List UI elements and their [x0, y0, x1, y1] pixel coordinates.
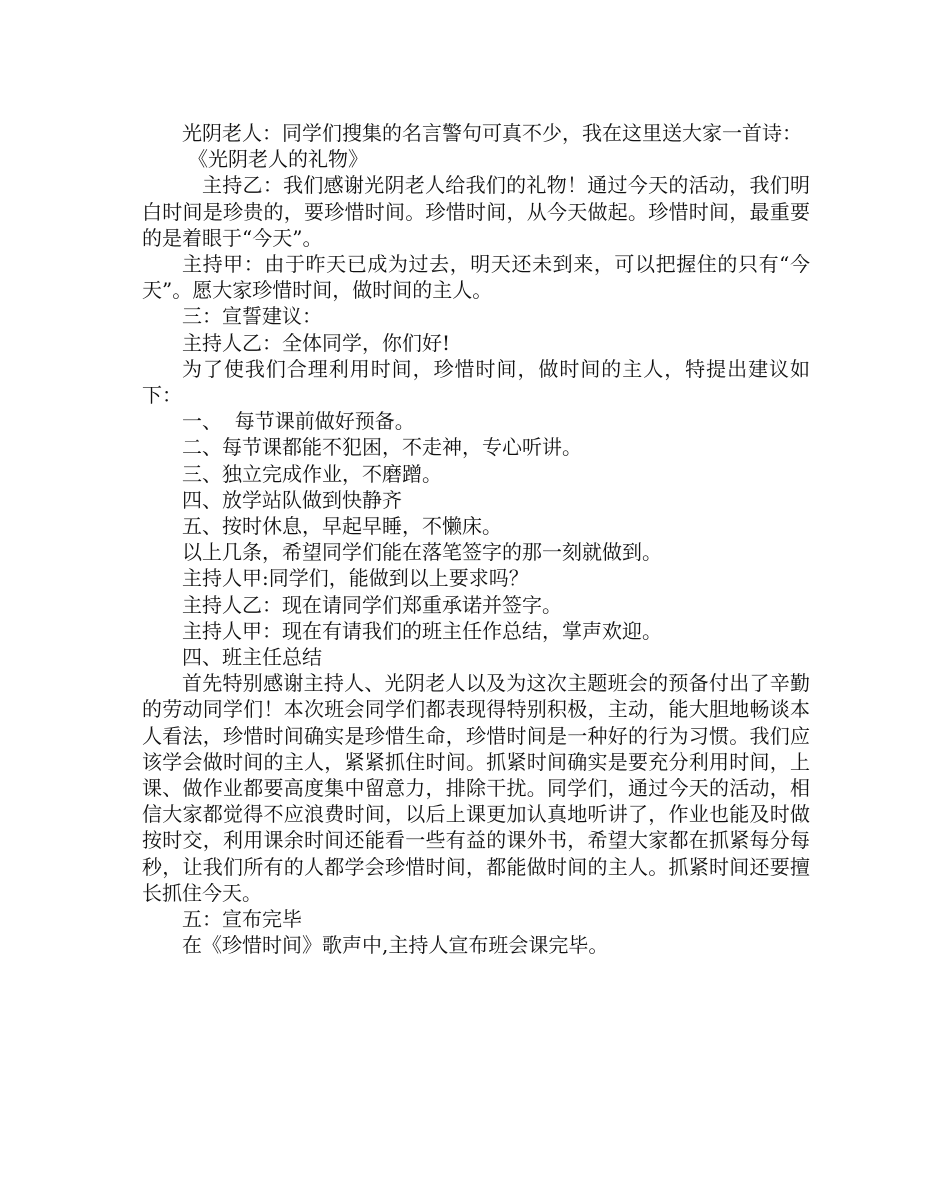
paragraph-poem-intro: 光阴老人：同学们搜集的名言警句可真不少，我在这里送大家一首诗： [182, 121, 802, 145]
paragraph-host-b-thanks: 主持乙：我们感谢光阴老人给我们的礼物！通过今天的活动，我们明白时间是珍贵的，要珍惜时间。珍惜时间，从今天做起。珍惜时间，最重要的是着眼于“今天”。 [142, 173, 810, 250]
document-body [142, 120, 810, 959]
list-item-proposal-5: 五、按时休息，早起早睡，不懒床。 [182, 514, 502, 539]
poem-title: 《光阴老人的礼物》 [188, 147, 368, 172]
paragraph-host-a-invite: 主持人甲：现在有请我们的班主任作总结，掌声欢迎。 [182, 618, 662, 643]
list-item-proposal-4: 四、放学站队做到快静齐 [182, 487, 402, 512]
paragraph-host-b-greeting: 主持人乙：全体同学，你们好! [182, 330, 451, 355]
paragraph-proposal-intro: 为了使我们合理利用时间，珍惜时间，做时间的主人，特提出建议如下： [142, 356, 810, 408]
paragraph-host-b-sign: 主持人乙：现在请同学们郑重承诺并签字。 [182, 592, 562, 617]
paragraph-host-a-question: 主持人甲:同学们，能做到以上要求吗？ [182, 566, 529, 591]
paragraph-closing: 在《珍惜时间》歌声中,主持人宣布班会课完毕。 [182, 933, 609, 958]
list-item-proposal-1: 一、 每节课前做好预备。 [182, 409, 415, 434]
paragraph-teacher-summary: 首先特别感谢主持人、光阴老人以及为这次主题班会的预备付出了辛勤的劳动同学们！本次班会同学们都表现得特别积极，主动，能大胆地畅谈本人看法，珍惜时间确实是珍惜生命，珍惜时间是一种好的行为习惯。我们应该学会做时间的主人，紧紧抓住时间。抓紧时间确实是要充分利用时间，上课、做作业都要高度集中留意力，排除干扰。同学们，通过今天的活动，相信大家都觉得不应浪费时间，以后上课更加认真地听讲了，作业也能及时做按时交，利用课余时间还能看一些有益的课外书，希望大家都在抓紧每分每秒，让我们所有的人都学会珍惜时间，都能做时间的主人。抓紧时间还要擅长抓住今天。 [142, 671, 810, 905]
section-heading-summary: 四、班主任总结 [182, 645, 322, 670]
section-heading-closing: 五：宣布完毕 [182, 907, 302, 932]
paragraph-host-a-today: 主持甲：由于昨天已成为过去，明天还未到来，可以把握住的只有“今天”。愿大家珍惜时间，做时间的主人。 [142, 252, 810, 303]
list-item-proposal-2: 二、每节课都能不犯困，不走神，专心听讲。 [182, 435, 582, 460]
paragraph-proposal-closing: 以上几条，希望同学们能在落笔签字的那一刻就做到。 [182, 540, 662, 565]
list-item-proposal-3: 三、独立完成作业，不磨蹭。 [182, 461, 442, 486]
section-heading-pledge: 三：宣誓建议： [182, 304, 322, 329]
